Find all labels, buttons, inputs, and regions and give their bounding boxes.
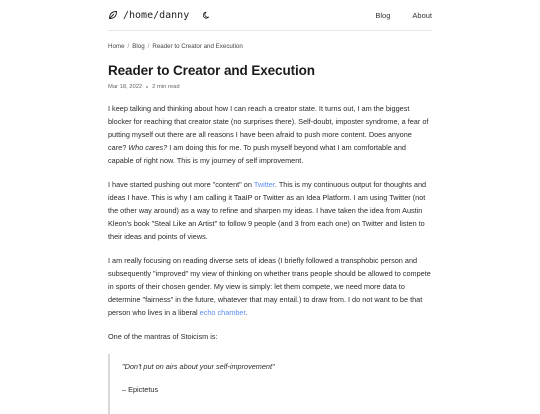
post-date: Mar 18, 2022 bbox=[108, 84, 143, 90]
nav-blog[interactable]: Blog bbox=[375, 10, 391, 20]
quote-author: – Epictetus bbox=[122, 385, 159, 394]
breadcrumb bbox=[108, 43, 243, 50]
echo-chamber-link[interactable]: echo chamber bbox=[199, 308, 246, 317]
paragraph: One of the mantras of Stoicism is: bbox=[108, 332, 218, 341]
paragraph bbox=[108, 178, 432, 243]
paragraph bbox=[108, 254, 432, 319]
read-time: 2 min read bbox=[152, 84, 180, 90]
blockquote bbox=[108, 354, 432, 414]
emphasis: Who cares? bbox=[128, 143, 168, 152]
text: . bbox=[245, 308, 248, 317]
site-header bbox=[108, 0, 432, 30]
nav-about[interactable]: About bbox=[412, 10, 432, 20]
main-nav bbox=[375, 11, 432, 20]
breadcrumb-separator: / bbox=[147, 43, 150, 50]
paragraph bbox=[108, 102, 432, 167]
twitter-link[interactable]: Twitter bbox=[253, 180, 275, 189]
site-title[interactable]: /home/danny bbox=[123, 9, 190, 21]
post-body bbox=[108, 102, 432, 414]
leaf-icon bbox=[108, 10, 118, 20]
text: I am doing this for me. To push myself beyond what I am comfortable and capable of right now. This is my journey of self improvement. bbox=[108, 143, 406, 165]
meta-dot bbox=[146, 86, 148, 88]
breadcrumb-blog[interactable]: Blog bbox=[132, 43, 145, 50]
text: I keep talking and thinking about how I can reach a creator state. It turns out, I am the biggest blocker for reaching that creator state (no surprises there). Self-doubt, imposter syndrome, a fear of putting myself out there are all reasons I have been afraid to push more content. Does anyone care? bbox=[108, 104, 429, 152]
breadcrumb-current: Reader to Creator and Execution bbox=[152, 43, 243, 50]
quote-text: "Don't put on airs about your self-improvement" bbox=[122, 362, 275, 371]
breadcrumb-separator: / bbox=[127, 43, 130, 50]
text: I am really focusing on reading diverse sets of ideas (I briefly followed a transphobic person and subsequently "improved" my view of thinking on whether trans people should be allowed to compete in sports of their chosen gender. My view is simply: let them compete, we need more data to determine "fairness" in the future, whatever that may entail.) to draw from. I do not want to be that person who lives in a liberal bbox=[108, 256, 431, 317]
breadcrumb-home[interactable]: Home bbox=[108, 43, 125, 50]
text: I have started pushing out more "content" on bbox=[108, 180, 254, 189]
text: . This is my continuous output for thoughts and ideas I have. This is why I am calling it TaaIP or Twitter as an Idea Platform. I am using Twitter (not the other way around) as a way to refine and sharpen my ideas. I have taken the idea from Austin Kleon's book "Steal Like an Artist" to follow 9 people (and 3 from each one) on Twitter and listen to their ideas and points of views. bbox=[108, 180, 427, 241]
header-divider bbox=[108, 30, 432, 31]
post-title: Reader to Creator and Execution bbox=[108, 63, 315, 78]
brand[interactable] bbox=[108, 10, 211, 21]
post-meta bbox=[108, 84, 180, 90]
moon-icon[interactable] bbox=[203, 11, 211, 19]
